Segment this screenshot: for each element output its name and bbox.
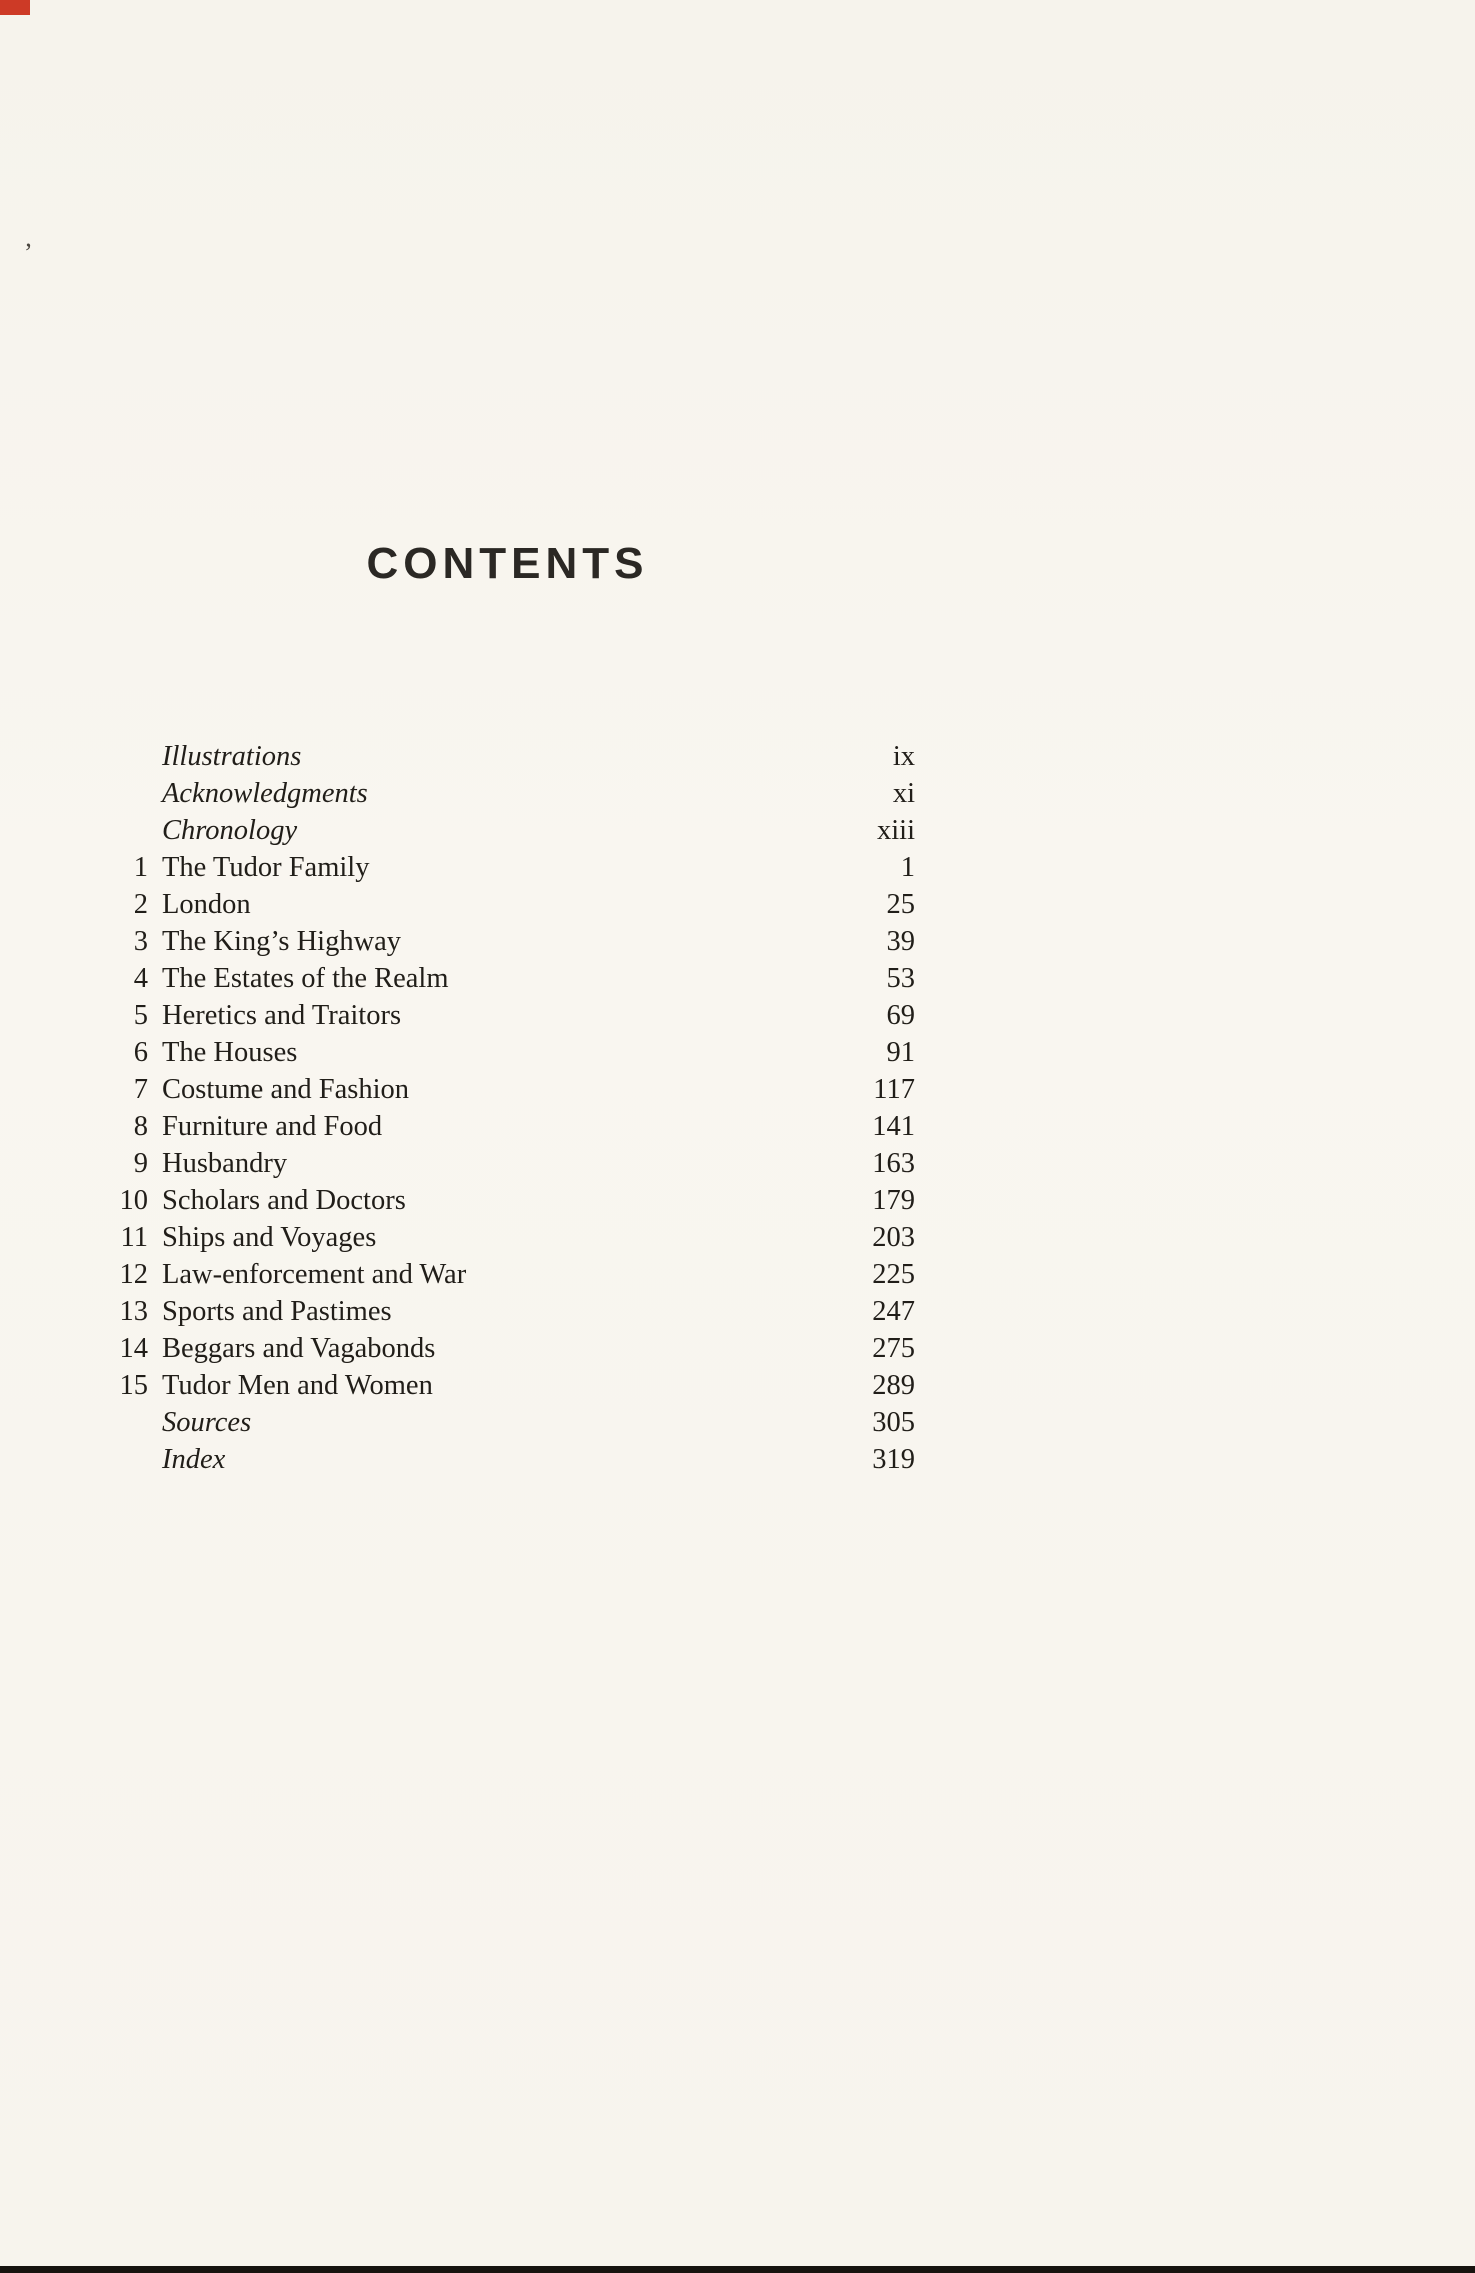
page-number: 179 [872, 1185, 915, 1216]
scan-bottom-edge [0, 2266, 1475, 2273]
chapter-number: 4 [133, 963, 148, 994]
toc-row [100, 738, 915, 775]
chapter-number: 8 [133, 1111, 148, 1142]
page-number: 39 [886, 926, 915, 957]
entry-title: Heretics and Traitors [162, 1000, 402, 1031]
toc-row [100, 886, 915, 923]
page-number: 25 [886, 889, 915, 920]
chapter-number: 9 [133, 1148, 148, 1179]
chapter-number: 13 [119, 1296, 148, 1327]
entry-title: Chronology [162, 815, 298, 846]
page-number: 319 [872, 1444, 915, 1475]
toc-row [100, 1145, 915, 1182]
entry-title: Furniture and Food [162, 1111, 383, 1142]
toc-row [100, 812, 915, 849]
chapter-number: 5 [133, 1000, 148, 1031]
chapter-number: 15 [119, 1370, 148, 1401]
toc-row [100, 960, 915, 997]
entry-title: Scholars and Doctors [162, 1185, 406, 1216]
page-number: 117 [873, 1074, 915, 1105]
page-number: 163 [872, 1148, 915, 1179]
entry-title: The Houses [162, 1037, 298, 1068]
toc-row [100, 1293, 915, 1330]
page-number: 91 [886, 1037, 915, 1068]
chapter-number: 14 [119, 1333, 148, 1364]
entry-title: The King’s Highway [162, 926, 402, 957]
chapter-number: 6 [133, 1037, 148, 1068]
toc-row [100, 775, 915, 812]
page-number: 69 [886, 1000, 915, 1031]
entry-title: Ships and Voyages [162, 1222, 377, 1253]
toc-row [100, 1404, 915, 1441]
contents-page [100, 540, 915, 1478]
entry-title: Sources [162, 1407, 252, 1438]
toc-row [100, 1108, 915, 1145]
toc-row [100, 997, 915, 1034]
chapter-number: 10 [119, 1185, 148, 1216]
toc-row [100, 1256, 915, 1293]
entry-title: Sports and Pastimes [162, 1296, 392, 1327]
entry-title: The Estates of the Realm [162, 963, 449, 994]
chapter-number: 1 [133, 852, 148, 883]
entry-title: Tudor Men and Women [162, 1370, 433, 1401]
page-number: 225 [872, 1259, 915, 1290]
entry-title: London [162, 889, 251, 920]
page-title: CONTENTS [366, 539, 649, 588]
toc-row [100, 849, 915, 886]
toc-row [100, 1367, 915, 1404]
page-number: xi [892, 778, 915, 809]
chapter-number: 7 [133, 1074, 148, 1105]
chapter-number: 2 [133, 889, 148, 920]
toc-row [100, 1330, 915, 1367]
toc-row [100, 1441, 915, 1478]
toc-list [100, 738, 915, 1478]
page-number: ix [892, 741, 915, 772]
toc-row [100, 923, 915, 960]
scan-noise-mark: ’ [24, 238, 33, 267]
toc-row [100, 1034, 915, 1071]
chapter-number: 3 [133, 926, 148, 957]
entry-title: Index [162, 1444, 226, 1475]
page-number: 203 [872, 1222, 915, 1253]
entry-title: Husbandry [162, 1148, 288, 1179]
chapter-number: 12 [119, 1259, 148, 1290]
page-number: 53 [886, 963, 915, 994]
toc-row [100, 1182, 915, 1219]
page-number: 289 [872, 1370, 915, 1401]
entry-title: Beggars and Vagabonds [162, 1333, 436, 1364]
chapter-number: 11 [120, 1222, 148, 1253]
page-number: 275 [872, 1333, 915, 1364]
page-number: 247 [872, 1296, 915, 1327]
toc-row [100, 1219, 915, 1256]
page-number: xiii [876, 815, 915, 846]
entry-title: Costume and Fashion [162, 1074, 409, 1105]
page-number: 1 [900, 852, 915, 883]
page-number: 305 [872, 1407, 915, 1438]
entry-title: Law-enforcement and War [162, 1259, 467, 1290]
page-number: 141 [872, 1111, 915, 1142]
scan-red-mark [0, 0, 30, 15]
entry-title: Acknowledgments [162, 778, 368, 809]
toc-row [100, 1071, 915, 1108]
entry-title: The Tudor Family [162, 852, 370, 883]
entry-title: Illustrations [162, 741, 302, 772]
